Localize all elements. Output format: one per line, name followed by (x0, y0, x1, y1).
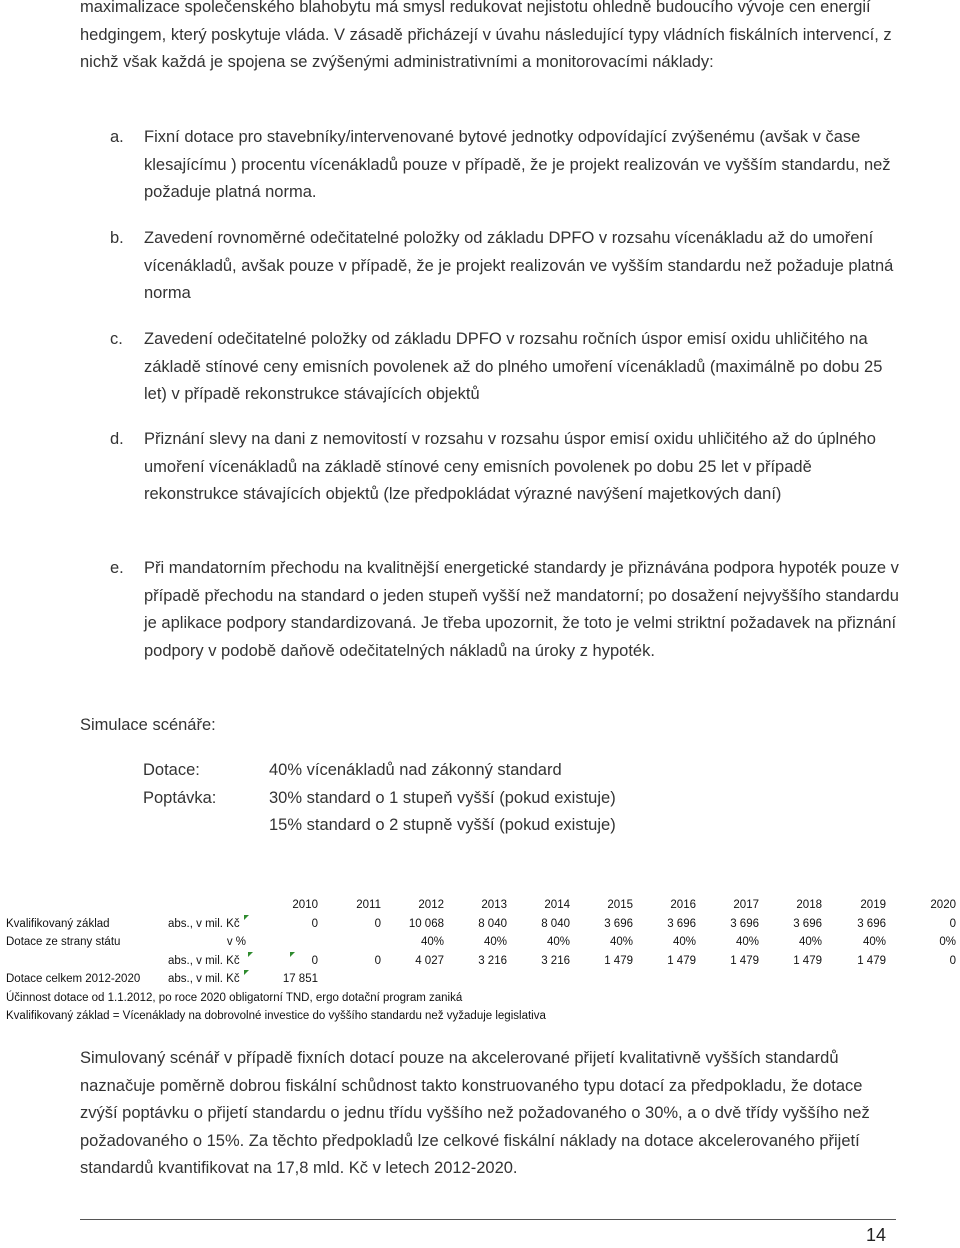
comment-marker-icon (244, 915, 249, 920)
list-item-a (110, 124, 900, 207)
table-cell: 0 (949, 954, 956, 967)
year-header: 2010 (292, 899, 318, 911)
table-cell: 40% (672, 936, 696, 948)
table-row (0, 933, 960, 952)
list-item-text: Při mandatorním přechodu na kvalitnější energetické standardy je přiznávána podpora hypoték pouze v případě přechodu na standard o jeden stupeň vyšší než mandatorní; po dosažení nejvyššího standardu je aplikace podpory standardizovaná. Je třeba upozornit, že toto je velmi striktní požadavek na přiznání podpory v podobě daňově odečitatelných nákladů na úroky z hypoték. (144, 559, 899, 660)
table-cell: 1 479 (604, 954, 633, 967)
list-marker: b. (110, 229, 124, 247)
table-cell: 3 696 (667, 917, 696, 930)
comment-marker-icon (290, 952, 295, 957)
table-header-row (0, 896, 960, 915)
poptavka-label: Poptávka: (143, 789, 217, 807)
table-cell: 0 (374, 917, 381, 930)
table-cell: 40% (735, 936, 759, 948)
table-cell: 40% (546, 936, 570, 948)
row-label: Kvalifikovaný základ (6, 917, 110, 930)
poptavka-value-2: 15% standard o 2 stupně vyšší (pokud existuje) (269, 816, 616, 834)
table-cell: 0 (311, 917, 318, 930)
table-cell: 40% (483, 936, 507, 948)
comment-marker-icon (248, 952, 253, 957)
poptavka-value-1: 30% standard o 1 stupeň vyšší (pokud existuje) (269, 789, 616, 807)
table-cell: 40% (862, 936, 886, 948)
table-cell: 40% (420, 936, 444, 948)
subsidy-table (0, 896, 960, 1026)
table-cell: 40% (609, 936, 633, 948)
row-unit: abs., v mil. Kč (168, 917, 240, 930)
list-marker: c. (110, 330, 123, 348)
table-note-text: Kvalifikovaný základ = Vícenáklady na dobrovolné investice do vyššího standardu než vyžaduje legislativa (6, 1010, 546, 1022)
year-header: 2020 (930, 899, 956, 911)
list-marker: a. (110, 128, 124, 146)
table-row (0, 952, 960, 971)
page-number: 14 (866, 1225, 887, 1245)
list-item-text: Zavedení rovnoměrné odečitatelné položky od základu DPFO v rozsahu vícenákladu až do umoření vícenákladů, avšak pouze v případě, že je projekt realizován ve vyšším standardu než požaduje platná norma (144, 229, 894, 302)
year-header: 2012 (418, 899, 444, 911)
list-item-b (110, 225, 900, 308)
list-item-c (110, 326, 900, 409)
list-item-text: Zavedení odečitatelné položky od základu DPFO v rozsahu ročních úspor emisí oxidu uhličitého na základě stínové ceny emisních povolenek až do plného umoření vícenákladů (maximálně po dobu 25 let) v případě rekonstrukce stávajících objektů (144, 330, 883, 403)
list-marker: e. (110, 559, 124, 577)
table-cell: 8 040 (478, 917, 507, 930)
year-header: 2015 (607, 899, 633, 911)
list-marker: d. (110, 430, 124, 448)
table-cell: 4 027 (415, 954, 444, 967)
dotace-label: Dotace: (143, 761, 200, 779)
dotace-value: 40% vícenákladů nad zákonný standard (269, 761, 562, 779)
row-unit: abs., v mil. Kč (168, 954, 240, 967)
year-header: 2017 (733, 899, 759, 911)
year-header: 2013 (481, 899, 507, 911)
table-row (0, 970, 960, 989)
intro-paragraph: maximalizace společenského blahobytu má smysl redukovat nejistotu ohledně budoucího vývoje cen energií hedgingem, který poskytuje vláda. V zásadě přicházejí v úvahu následující typy vládních fiskálních intervencí, z nichž však každá je spojena se zvýšenými administrativními a monitorovacími náklady: (80, 0, 892, 71)
table-cell: 40% (798, 936, 822, 948)
table-cell: 3 216 (541, 954, 570, 967)
table-cell: 10 068 (408, 917, 444, 930)
table-cell: 1 479 (730, 954, 759, 967)
list-item-text: Přiznání slevy na dani z nemovitostí v rozsahu v rozsahu úspor emisí oxidu uhličitého až do úplného umoření vícenákladů na základě stínové ceny emisních povolenek po dobu 25 let v případě rekonstrukce stávajících objektů (lze předpokládat výrazné navýšení majetkových daní) (144, 430, 876, 503)
list-item-text: Fixní dotace pro stavebníky/intervenované bytové jednotky odpovídající zvýšenému (avšak v čase klesajícímu ) procentu vícenákladů pouze v případě, že je projekt realizován ve vyšším standardu, než požaduje platná norma. (144, 128, 891, 201)
footer-divider (80, 1219, 896, 1220)
simulation-heading: Simulace scénáře: (80, 716, 216, 734)
closing-paragraph: Simulovaný scénář v případě fixních dotací pouze na akcelerované přijetí kvalitativně vyšších standardů naznačuje poměrně dobrou fiskální schůdnost takto konstruovaného typu dotací za předpokladu, že dotace zvýší poptávku o přijetí standardu o jednu třídu vyššího než požadovaného o 30%, a o dvě třídy vyššího než požadovaného o 15%. Za těchto předpokladů lze celkové fiskální náklady na dotace akcelerovaného přijetí standardů kvantifikovat na 17,8 mld. Kč v letech 2012-2020. (80, 1049, 870, 1177)
table-cell: 0 (311, 954, 318, 967)
list-item-d (110, 426, 900, 509)
year-header: 2014 (544, 899, 570, 911)
table-cell: 3 696 (857, 917, 886, 930)
table-cell: 0 (374, 954, 381, 967)
row-label: Dotace ze strany státu (6, 936, 121, 948)
table-note (0, 1007, 960, 1026)
table-cell: 0% (939, 936, 956, 948)
table-cell: 8 040 (541, 917, 570, 930)
row-unit: abs., v mil. Kč (168, 973, 240, 985)
year-header: 2011 (356, 899, 381, 911)
row-label: Dotace celkem 2012-2020 (6, 973, 141, 985)
table-cell: 0 (949, 917, 956, 930)
year-header: 2019 (860, 899, 886, 911)
table-cell: 3 696 (730, 917, 759, 930)
table-note (0, 989, 960, 1008)
row-unit: v % (226, 936, 246, 948)
table-cell: 3 696 (793, 917, 822, 930)
table-row (0, 915, 960, 934)
list-item-e (110, 555, 900, 665)
comment-marker-icon (244, 970, 249, 975)
year-header: 2016 (670, 899, 696, 911)
table-cell: 1 479 (667, 954, 696, 967)
table-note-text: Účinnost dotace od 1.1.2012, po roce 2020 obligatorní TND, ergo dotační program zaniká (6, 991, 463, 1004)
table-cell: 1 479 (857, 954, 886, 967)
table-cell: 3 696 (604, 917, 633, 930)
table-cell: 3 216 (478, 954, 507, 967)
table-cell: 1 479 (793, 954, 822, 967)
year-header: 2018 (796, 899, 822, 911)
table-cell: 17 851 (282, 973, 318, 985)
